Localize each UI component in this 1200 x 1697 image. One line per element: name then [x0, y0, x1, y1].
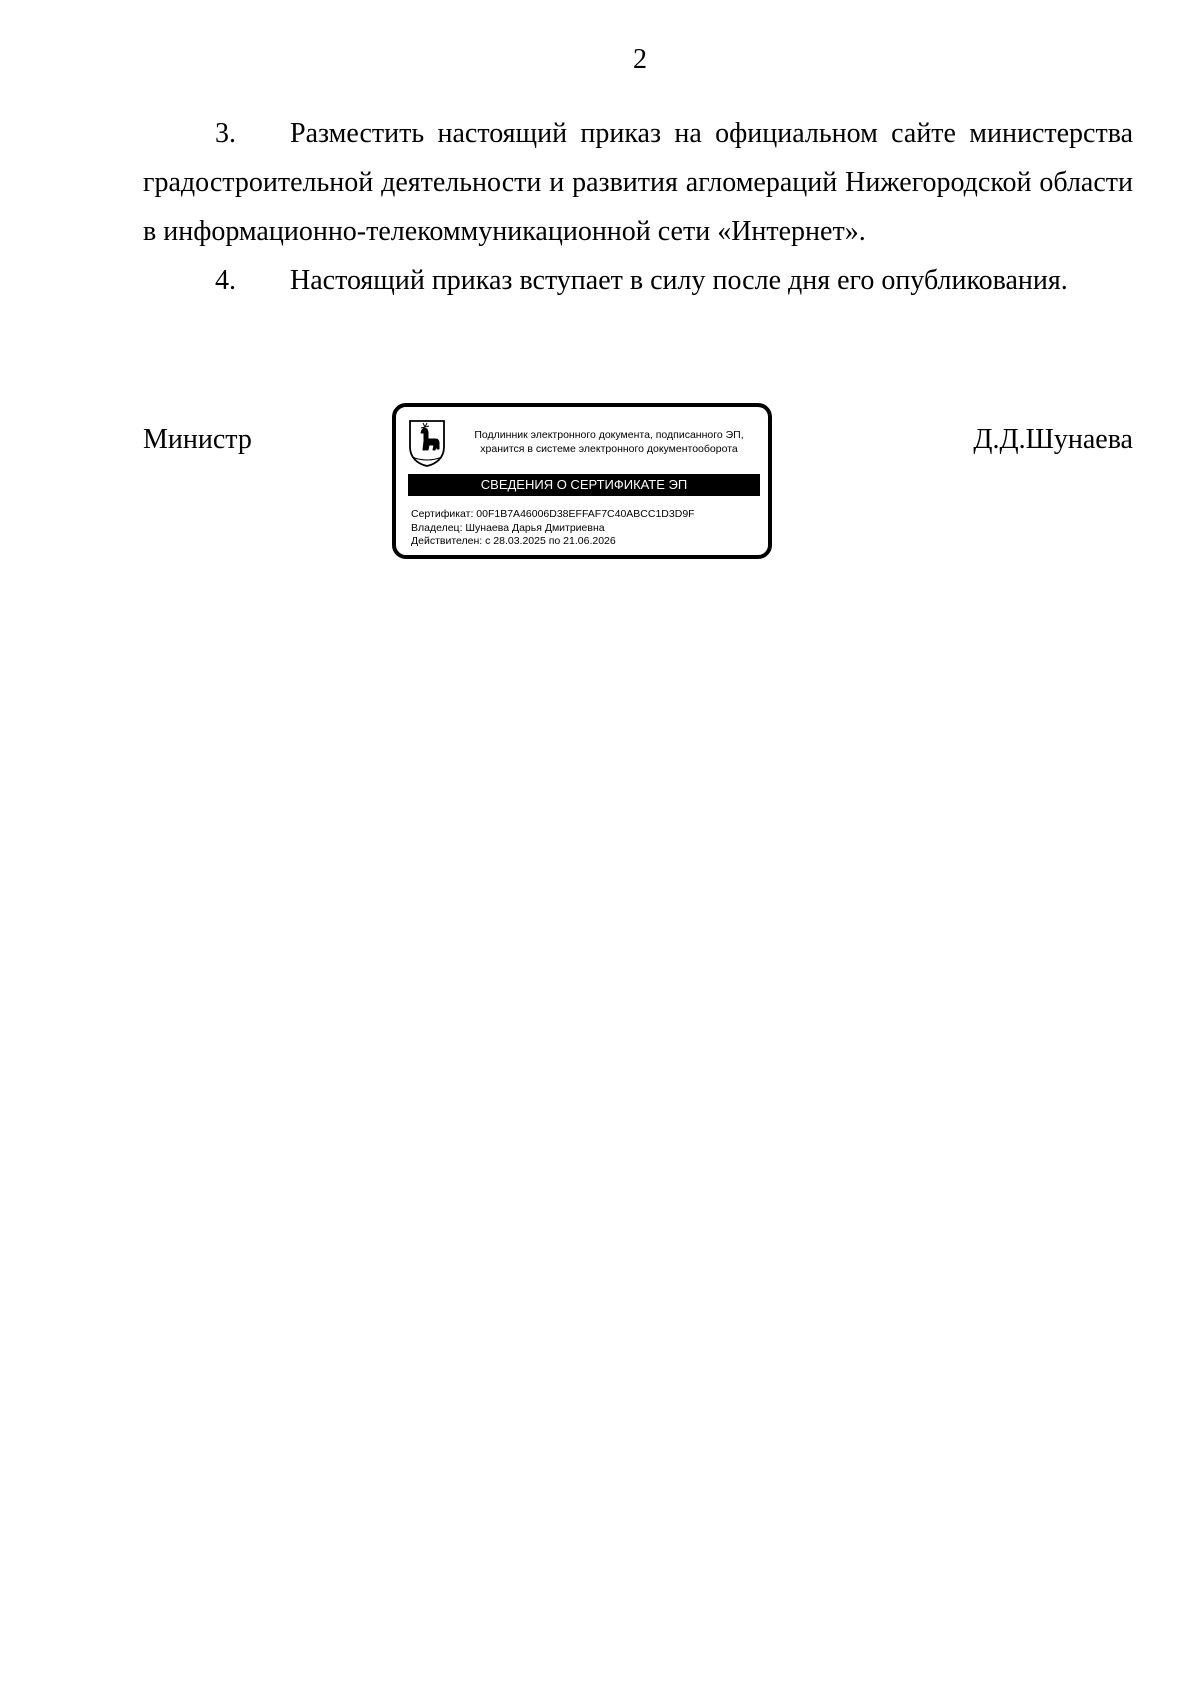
stamp-header-line: Подлинник электронного документа, подписанного ЭП, — [474, 429, 744, 441]
paragraph-4 — [143, 256, 1133, 305]
stamp-certificate-details — [411, 508, 695, 549]
paragraph-3 — [143, 109, 1133, 256]
paragraph-number: 4. — [215, 265, 236, 296]
certificate-owner: Владелец: Шунаева Дарья Дмитриевна — [411, 521, 605, 534]
certificate-number: Сертификат: 00F1B7A46006D38EFFAF7C40ABCC1D3D9F — [411, 508, 695, 520]
page-number: 2 — [633, 44, 647, 75]
electronic-signature-stamp — [392, 403, 772, 559]
document-body — [143, 109, 1133, 305]
certificate-validity: Действителен: с 28.03.2025 по 21.06.2026 — [411, 535, 616, 547]
stamp-header — [454, 428, 764, 456]
stamp-title: СВЕДЕНИЯ О СЕРТИФИКАТЕ ЭП — [408, 474, 760, 496]
paragraph-number: 3. — [215, 118, 236, 149]
signer-position: Министр — [143, 424, 252, 455]
paragraph-text: Разместить настоящий приказ на официальном сайте министерства градостроительной деятельности и развития агломераций Нижегородской области в информационно-телекоммуникационной сети «Интернет». — [143, 118, 1133, 247]
deer-emblem-icon — [408, 419, 446, 467]
stamp-header-line: хранится в системе электронного документооборота — [480, 443, 738, 455]
signer-name: Д.Д.Шунаева — [973, 424, 1133, 455]
paragraph-text: Настоящий приказ вступает в силу после дня его опубликования. — [290, 265, 1068, 296]
